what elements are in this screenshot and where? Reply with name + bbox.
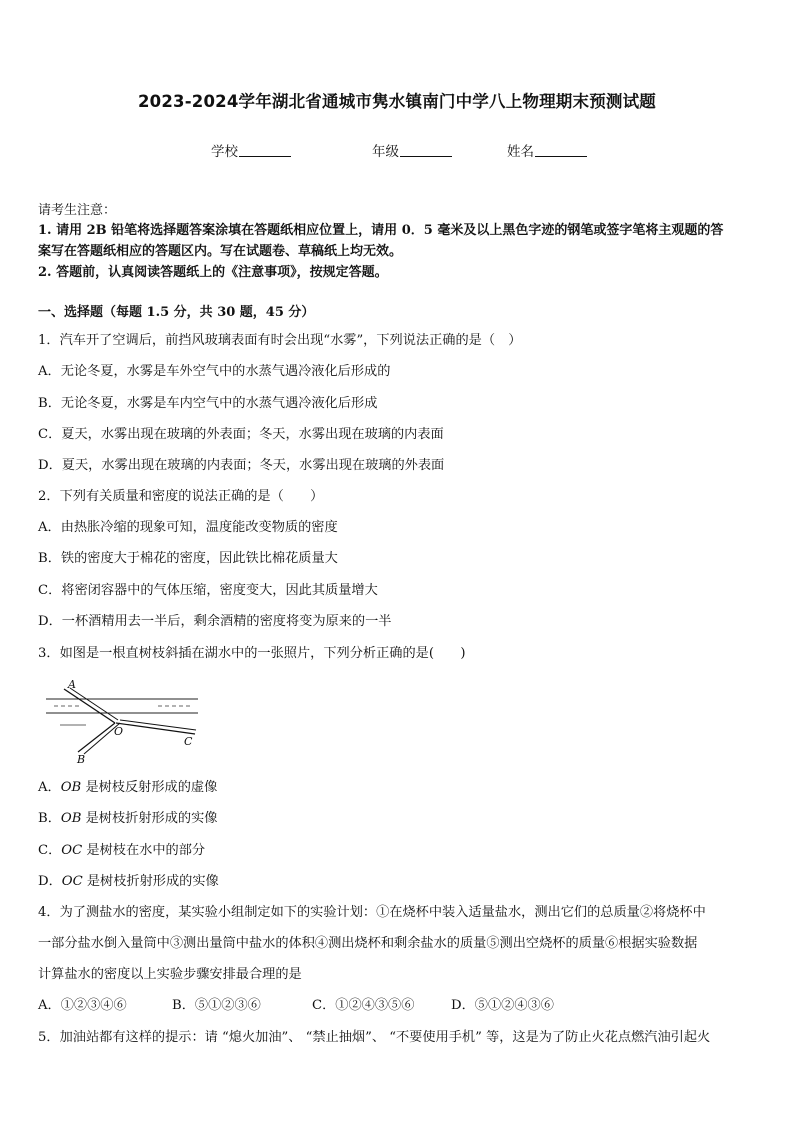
q1-stem: 1．汽车开了空调后，前挡风玻璃表面有时会出现“水雾”，下列说法正确的是（ ） <box>38 333 522 348</box>
q1-option-a: A．无论冬夏，水雾是车外空气中的水蒸气遇冷液化后形成的 <box>38 364 391 379</box>
q3-stem: 3．如图是一根直树枝斜插在湖水中的一张照片，下列分析正确的是( ) <box>38 646 466 661</box>
figure-label-c: C <box>184 735 193 748</box>
q2-stem: 2．下列有关质量和密度的说法正确的是（ ） <box>38 489 324 504</box>
q2-option-c: C．将密闭容器中的气体压缩，密度变大，因此其质量增大 <box>38 583 378 598</box>
q3-figure-branch-in-water <box>40 676 205 766</box>
notice-heading: 请考生注意： <box>38 203 117 218</box>
figure-label-o: O <box>114 725 124 738</box>
q3-option-a-prefix: A． <box>38 780 61 795</box>
q3-option-b-prefix: B． <box>38 811 61 826</box>
school-blank[interactable] <box>239 144 291 157</box>
q3-option-d <box>38 874 219 890</box>
q2-option-d: D．一杯酒精用去一半后，剩余酒精的密度将变为原来的一半 <box>38 614 392 629</box>
q3-option-c-text: 是树枝在水中的部分 <box>86 843 206 858</box>
branch-segment-ob-upper <box>78 723 115 752</box>
notice-item-1-line-1: 1. 请用 2B 铅笔将选择题答案涂填在答题纸相应位置上，请用 0．5 毫米及以上黑色字迹的钢笔或签字笔将主观题的答 <box>38 223 724 238</box>
q3-option-c-variable: OC <box>61 843 83 858</box>
figure-label-a: A <box>68 678 76 691</box>
q4-stem-line-3: 计算盐水的密度以上实验步骤安排最合理的是 <box>38 967 302 982</box>
q4-option-a: A．①②③④⑥ <box>38 998 127 1013</box>
q3-option-b-variable: OB <box>60 811 82 826</box>
name-field <box>507 140 587 160</box>
q3-option-a-text: 是树枝反射形成的虚像 <box>85 780 218 795</box>
name-label: 姓名 <box>507 144 534 160</box>
school-field <box>211 140 291 160</box>
q4-option-c: C．①②④③⑤⑥ <box>312 998 415 1013</box>
grade-blank[interactable] <box>400 144 452 157</box>
branch-segment-ao-lower <box>70 688 118 720</box>
grade-field <box>372 140 452 160</box>
q3-option-b-text: 是树枝折射形成的实像 <box>85 811 218 826</box>
q4-options-row <box>38 998 554 1014</box>
notice-item-2: 2. 答题前，认真阅读答题纸上的《注意事项》，按规定答题。 <box>38 265 388 280</box>
q3-option-d-prefix: D． <box>38 874 62 889</box>
q3-option-c <box>38 843 205 859</box>
q2-option-b: B．铁的密度大于棉花的密度，因此铁比棉花质量大 <box>38 551 338 566</box>
q1-option-c: C．夏天，水雾出现在玻璃的外表面；冬天，水雾出现在玻璃的内表面 <box>38 427 444 442</box>
grade-label: 年级 <box>372 144 399 160</box>
q1-option-b: B．无论冬夏，水雾是车内空气中的水蒸气遇冷液化后形成 <box>38 396 378 411</box>
q3-option-c-prefix: C． <box>38 843 62 858</box>
name-blank[interactable] <box>535 144 587 157</box>
notice-item-1-line-2: 案写在答题纸相应的答题区内。写在试题卷、草稿纸上均无效。 <box>38 244 403 259</box>
q5-stem-line-1: 5．加油站都有这样的提示：请 “熄火加油”、 “禁止抽烟”、 “不要使用手机” 等，这是为了防止火花点燃汽油引起火 <box>38 1030 711 1045</box>
q3-option-b <box>38 811 217 827</box>
section-heading: 一、选择题（每题 1.5 分，共 30 题，45 分） <box>38 305 315 320</box>
q4-stem-line-2: 一部分盐水倒入量筒中③测出量筒中盐水的体积④测出烧杯和剩余盐水的质量⑤测出空烧杯的质量⑥根据实验数据 <box>38 936 698 951</box>
q3-option-d-text: 是树枝折射形成的实像 <box>86 874 219 889</box>
q3-option-a-variable: OB <box>60 780 82 795</box>
q4-stem-line-1: 4．为了测盐水的密度，某实验小组制定如下的实验计划：①在烧杯中装入适量盐水，测出它们的总质量②将烧杯中 <box>38 905 706 920</box>
page-title: 2023-2024学年湖北省通城市隽水镇南门中学八上物理期末预测试题 <box>138 92 656 111</box>
q4-option-d: D．⑤①②④③⑥ <box>451 998 554 1013</box>
school-label: 学校 <box>211 144 238 160</box>
q3-option-a <box>38 780 217 796</box>
q4-option-b: B．⑤①②③⑥ <box>172 998 261 1013</box>
q1-option-d: D．夏天，水雾出现在玻璃的内表面；冬天，水雾出现在玻璃的外表面 <box>38 458 445 473</box>
q2-option-a: A．由热胀冷缩的现象可知，温度能改变物质的密度 <box>38 520 338 535</box>
figure-label-b: B <box>77 753 86 766</box>
q3-option-d-variable: OC <box>61 874 83 889</box>
